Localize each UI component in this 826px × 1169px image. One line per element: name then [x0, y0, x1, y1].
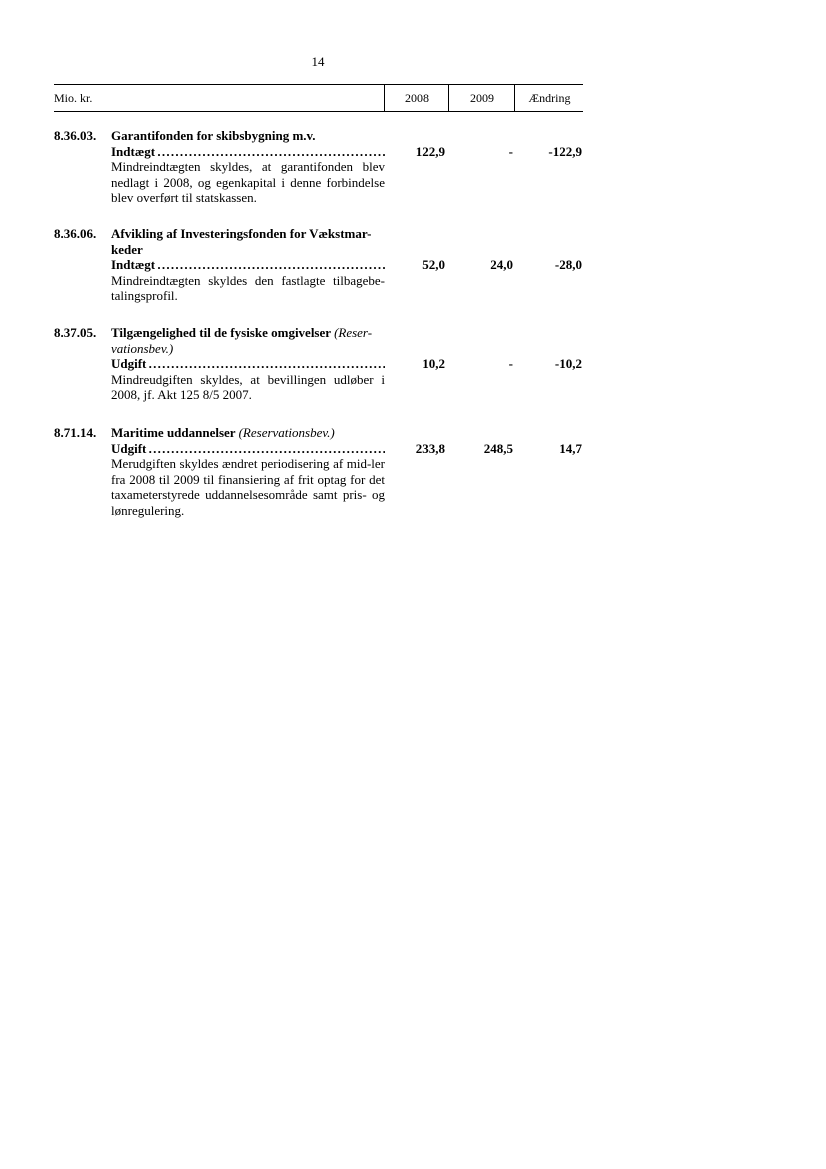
value-2008: 122,9: [415, 143, 445, 159]
unit-label: Mio. kr.: [54, 91, 93, 105]
entry-description: Merudgiften skyldes ændret periodisering af mid-ler fra 2008 til 2009 til finansiering af frit optag for det taxameterstyrede uddannelsesområde samt pris- og lønregulering.: [111, 456, 385, 518]
table-header: [54, 84, 583, 112]
value-change: -28,0: [554, 257, 582, 272]
entry-title: Garantifonden for skibsbygning m.v.: [111, 128, 316, 143]
entry-title: Maritime uddannelser (Reservationsbev.): [111, 425, 335, 440]
value-2009: -: [508, 143, 513, 159]
value-2008: 233,8: [415, 440, 445, 456]
column-header-2008: 2008: [384, 85, 449, 111]
account-number: 8.36.06.: [54, 226, 97, 241]
account-number: 8.36.03.: [54, 128, 97, 143]
value-2008: 10,2: [422, 356, 445, 371]
page-number: 14: [311, 54, 325, 69]
value-change: -10,2: [554, 356, 582, 371]
entry-type: Udgift . . .: [111, 441, 385, 457]
value-2009: 24,0: [490, 257, 513, 272]
value-2008: 52,0: [422, 257, 445, 272]
value-change: 14,7: [559, 440, 582, 456]
entry-type: Udgift . . .: [111, 356, 385, 372]
account-number: 8.71.14.: [54, 425, 97, 440]
column-header-2009: 2009: [448, 85, 515, 111]
entry-type: Indtægt . . .: [111, 144, 385, 160]
entry-type: Indtægt . . .: [111, 257, 385, 273]
column-header-change: Ændring: [514, 85, 584, 111]
entry-title: Afvikling af Investeringsfonden for Vækstmar-keder: [111, 226, 372, 257]
entry-description: Mindreudgiften skyldes, at bevillingen udløber i 2008, jf. Akt 125 8/5 2007.: [111, 371, 385, 402]
value-2009: -: [508, 356, 513, 371]
value-2009: 248,5: [483, 440, 513, 456]
account-number: 8.37.05.: [54, 325, 97, 340]
entry-description: Mindreindtægten skyldes, at garantifonden blev nedlagt i 2008, og egenkapital i denne forbindelse blev overført til statskassen.: [111, 159, 385, 205]
value-change: -122,9: [548, 143, 582, 159]
entry-title: Tilgængelighed til de fysiske omgivelser (Reser-vationsbev.): [111, 325, 373, 356]
entry-description: Mindreindtægten skyldes den fastlagte tilbagebe-talingsprofil.: [111, 272, 385, 303]
